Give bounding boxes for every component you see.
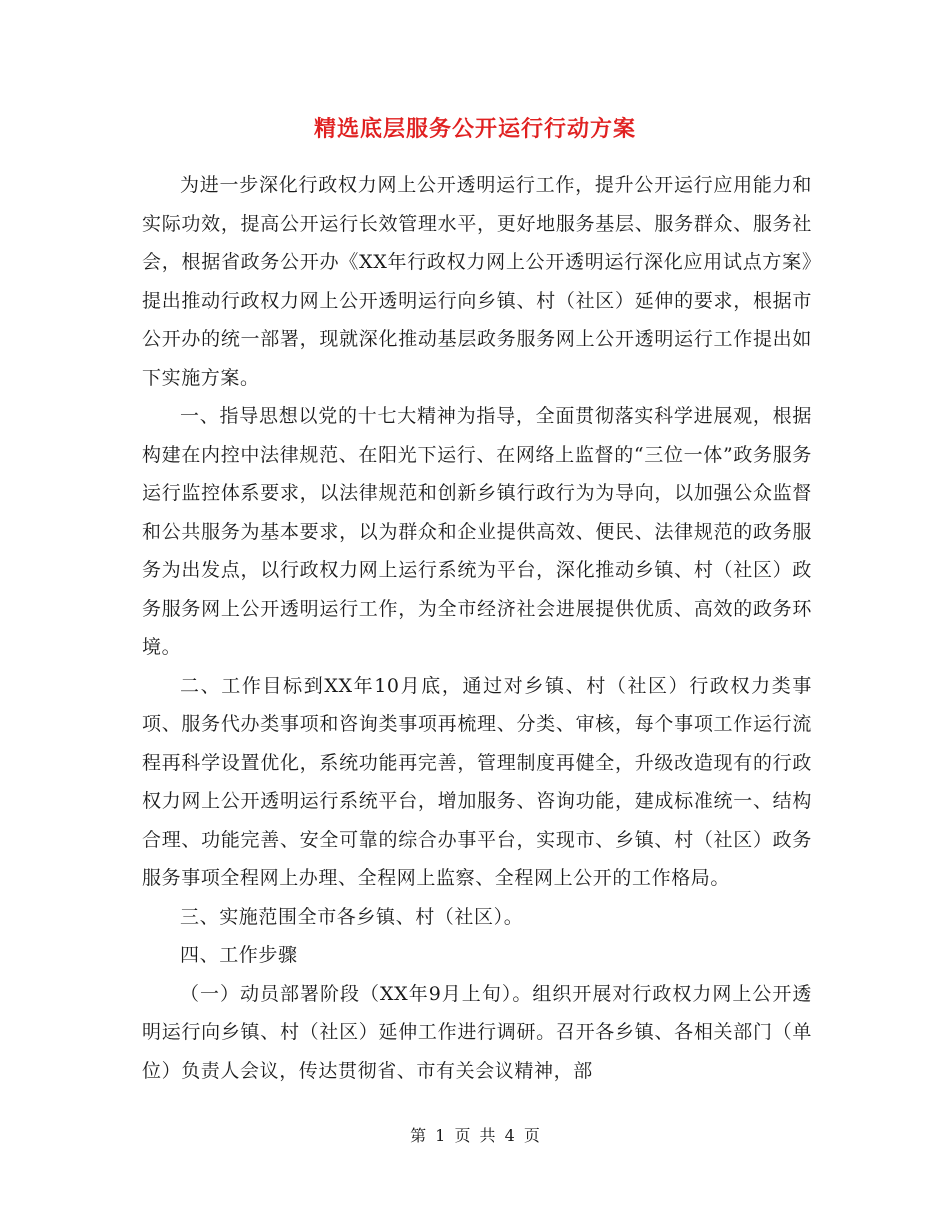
- paragraph-scope: 三、实施范围全市各乡镇、村（社区）。: [180, 905, 524, 928]
- paragraph-guiding-ideology: 一、指导思想以党的十七大精神为指导，全面贯彻落实科学进展观，根据构建在内控中法律规范、在阳光下运行、在网络上监督的“三位一体”政务服务运行监控体系要求，以法律规范和创新乡镇行政行为为导向，以加强公众监督和公共服务为基本要求，以为群众和企业提供高效、便民、法律规范的政务服务为出发点，以行政权力网上运行系统为平台，深化推动乡镇、村（社区）政务服务网上公开透明运行工作，为全市经济社会进展提供优质、高效的政务环境。: [142, 405, 812, 658]
- document-title: 精选底层服务公开运行行动方案: [313, 116, 636, 142]
- paragraph-intro: 为进一步深化行政权力网上公开透明运行工作，提升公开运行应用能力和实际功效，提高公开运行长效管理水平，更好地服务基层、服务群众、服务社会，根据省政务公开办《XX年行政权力网上公开透明运行深化应用试点方案》提出推动行政权力网上公开透明运行向乡镇、村（社区）延伸的要求，根据市公开办的统一部署，现就深化推动基层政务服务网上公开透明运行工作提出如下实施方案。: [142, 174, 812, 389]
- paragraph-step-one: （一）动员部署阶段（XX年9月上旬）。组织开展对行政权力网上公开透明运行向乡镇、村（社区）延伸工作进行调研。召开各乡镇、各相关部门（单位）负责人会议，传达贯彻省、市有关会议精神，部: [142, 982, 812, 1082]
- document-body: [142, 166, 812, 1090]
- paragraph-work-goals: 二、工作目标到XX年10月底，通过对乡镇、村（社区）行政权力类事项、服务代办类事项和咨询类事项再梳理、分类、审核，每个事项工作运行流程再科学设置优化，系统功能再完善，管理制度再健全，升级改造现有的行政权力网上公开透明运行系统平台，增加服务、咨询功能，建成标准统一、结构合理、功能完善、安全可靠的综合办事平台，实现市、乡镇、村（社区）政务服务事项全程网上办理、全程网上监察、全程网上公开的工作格局。: [142, 674, 812, 889]
- paragraph-work-steps-heading: 四、工作步骤: [180, 944, 298, 966]
- page-number-footer: 第 1 页 共 4 页: [410, 1126, 540, 1145]
